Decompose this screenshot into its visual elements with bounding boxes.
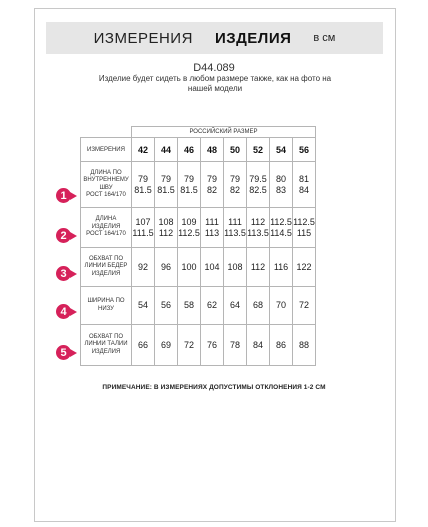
measurement-value: 96 — [160, 261, 171, 272]
measurement-value: 64 — [229, 300, 240, 310]
measurement-label-line: ДЛИНА ПО — [90, 169, 122, 176]
measurement-value: 100 — [181, 261, 197, 272]
measurement-label-line: ИЗДЕЛИЯ — [91, 223, 121, 230]
table-corner-cell — [81, 127, 132, 138]
measurement-value: 108 — [158, 216, 174, 227]
measurement-value-cell — [224, 248, 247, 287]
measurement-value-cell — [224, 287, 247, 325]
measurement-value: 82.5 — [249, 184, 267, 195]
measurement-value: 116 — [273, 261, 289, 272]
measurement-value: 108 — [227, 261, 243, 272]
size-column-header: 46 — [178, 138, 201, 162]
measurement-value: 82 — [229, 184, 240, 195]
size-column-header: 48 — [201, 138, 224, 162]
article-number: D44.089 — [193, 62, 235, 74]
measurement-value-cell — [132, 287, 155, 325]
measurement-label — [81, 248, 132, 287]
size-column-header: 54 — [270, 138, 293, 162]
measurement-value: 79.5 — [249, 173, 267, 184]
measurement-value-cell — [224, 325, 247, 366]
row-marker-badge: 5 — [56, 345, 71, 360]
measurement-value: 66 — [137, 339, 148, 350]
measurement-label-line: ШВУ — [99, 184, 113, 191]
measurement-value: 112.5 — [293, 216, 315, 227]
measurement-value: 81.5 — [134, 184, 152, 195]
measurement-label-line: ОБХВАТ ПО — [88, 255, 124, 262]
measurement-value-cell — [293, 325, 316, 366]
measurement-value: 54 — [137, 300, 148, 310]
measurement-value: 79 — [229, 173, 240, 184]
measurement-value-cell — [293, 287, 316, 325]
measurement-value: 76 — [206, 339, 217, 350]
measurement-label-line: ОБХВАТ ПО — [88, 333, 124, 340]
table-row — [81, 208, 316, 248]
measurement-value-cell — [270, 248, 293, 287]
measurement-value: 70 — [275, 300, 286, 310]
size-column-header: 50 — [224, 138, 247, 162]
measurement-value: 113 — [204, 227, 220, 238]
measurement-label-line: ИЗДЕЛИЯ — [91, 270, 121, 277]
measurement-value-cell — [270, 287, 293, 325]
fit-description — [60, 74, 370, 94]
table-row — [81, 162, 316, 208]
measurement-value-cell — [270, 325, 293, 366]
measurement-value: 112.5 — [178, 227, 200, 238]
table-row — [81, 287, 316, 325]
header-unit: в см — [313, 32, 336, 44]
row-marker-badge: 1 — [56, 188, 71, 203]
measurement-value: 122 — [296, 261, 312, 272]
header-banner — [46, 22, 383, 54]
table-row — [81, 325, 316, 366]
measurement-value-cell — [132, 208, 155, 248]
measurement-label — [81, 162, 132, 208]
measurement-value-cell — [224, 208, 247, 248]
measurement-value: 86 — [275, 339, 286, 350]
measurement-value: 78 — [229, 339, 240, 350]
measurement-label-line: ДЛИНА — [95, 216, 117, 223]
table-group-header-row — [81, 127, 316, 138]
size-column-header: 52 — [247, 138, 270, 162]
measurement-value: 83 — [275, 184, 286, 195]
measurement-value: 112.5 — [270, 216, 292, 227]
measurement-value-cell — [155, 325, 178, 366]
measurement-label-line: РОСТ 164/170 — [86, 192, 126, 198]
measurement-value-cell — [247, 162, 270, 208]
measurement-value: 81 — [298, 173, 309, 184]
measurement-value: 81.5 — [180, 184, 198, 195]
measurement-label-line: РОСТ 164/170 — [86, 231, 126, 238]
measurement-value: 84 — [252, 339, 263, 350]
measurement-value-cell — [201, 325, 224, 366]
measurement-value-cell — [224, 162, 247, 208]
measurement-value-cell — [247, 287, 270, 325]
fit-description-line: Изделие будет сидеть в любом размере также, как на фото на — [98, 74, 332, 83]
table-row — [81, 248, 316, 287]
measurement-value-cell — [270, 208, 293, 248]
measurement-value: 115 — [296, 227, 312, 238]
measurement-value: 82 — [206, 184, 217, 195]
measurement-value: 72 — [298, 300, 309, 310]
measurement-value: 58 — [183, 300, 194, 310]
size-table — [80, 126, 316, 366]
measurement-label — [81, 208, 132, 248]
measurement-value: 107 — [135, 216, 151, 227]
measurement-value-cell — [132, 162, 155, 208]
measurement-value: 80 — [275, 173, 286, 184]
row-marker-badge: 3 — [56, 266, 71, 281]
measurement-label-line: ВНУТРЕННЕМУ — [83, 177, 129, 183]
measurement-value-cell — [155, 162, 178, 208]
measurement-value: 92 — [137, 261, 148, 272]
measurement-value: 69 — [160, 339, 171, 350]
measurement-value-cell — [178, 208, 201, 248]
measurement-value: 88 — [298, 339, 309, 350]
measurement-value-cell — [247, 208, 270, 248]
header-title-product: ИЗДЕЛИЯ — [214, 29, 292, 47]
size-column-header: 56 — [293, 138, 316, 162]
measurement-label-line: ЛИНИИ БЕДЕР — [84, 263, 128, 270]
row-marker-badge: 4 — [56, 304, 71, 319]
measurement-value: 114.5 — [270, 227, 292, 238]
measurement-value-cell — [293, 248, 316, 287]
measurement-label-line: ШИРИНА ПО — [87, 298, 125, 304]
measurement-value: 111 — [205, 216, 219, 227]
measurement-label-line: ИЗДЕЛИЯ — [91, 348, 121, 355]
measurement-value: 112 — [158, 227, 174, 238]
measurement-value: 72 — [183, 339, 194, 350]
measurement-value-cell — [293, 162, 316, 208]
measurement-value: 111 — [228, 216, 242, 227]
measurement-value-cell — [155, 287, 178, 325]
measurement-value: 109 — [181, 216, 197, 227]
measurement-value: 111.5 — [132, 227, 154, 238]
measurement-label-line: НИЗУ — [97, 305, 114, 312]
measurement-value: 56 — [160, 300, 171, 310]
measurement-value-cell — [201, 248, 224, 287]
measurement-value-cell — [178, 325, 201, 366]
measurement-value: 112 — [250, 261, 266, 272]
measurement-value: 79 — [137, 173, 148, 184]
measurement-value-cell — [293, 208, 316, 248]
header-title-measurements: ИЗМЕРЕНИЯ — [93, 29, 193, 47]
measurement-value-cell — [178, 248, 201, 287]
size-column-header: 44 — [155, 138, 178, 162]
measurement-value: 112 — [250, 216, 266, 227]
measurement-label-line: ЛИНИИ ТАЛИИ — [84, 341, 128, 348]
measurement-value: 84 — [298, 184, 309, 195]
measurement-value-cell — [178, 162, 201, 208]
measurement-value-cell — [201, 208, 224, 248]
measurement-value-cell — [201, 162, 224, 208]
measurement-value-cell — [247, 325, 270, 366]
row-marker-badge: 2 — [56, 228, 71, 243]
measurement-value: 104 — [204, 261, 220, 272]
measurement-value: 113.5 — [224, 227, 246, 238]
measurement-value: 79 — [160, 173, 171, 184]
table-group-label: РОССИЙСКИЙ РАЗМЕР — [132, 127, 316, 138]
measurement-label — [81, 325, 132, 366]
measurement-value-cell — [155, 208, 178, 248]
fit-description-line: нашей модели — [187, 84, 243, 93]
measurement-value-cell — [270, 162, 293, 208]
measurement-value-cell — [132, 248, 155, 287]
measurement-label — [81, 287, 132, 325]
measurement-value: 62 — [206, 300, 217, 310]
measurement-value: 113.5 — [247, 227, 269, 238]
measurement-value-cell — [155, 248, 178, 287]
tolerance-note: ПРИМЕЧАНИЕ: В ИЗМЕРЕНИЯХ ДОПУСТИМЫ ОТКЛОНЕНИЯ 1-2 СМ — [102, 384, 326, 391]
table-size-header-row — [81, 138, 316, 162]
table-measure-header: ИЗМЕРЕНИЯ — [81, 138, 132, 162]
measurement-value: 81.5 — [157, 184, 175, 195]
measurement-value: 79 — [206, 173, 217, 184]
measurement-value-cell — [132, 325, 155, 366]
measurement-value-cell — [178, 287, 201, 325]
measurement-value: 79 — [183, 173, 194, 184]
size-column-header: 42 — [132, 138, 155, 162]
measurement-value-cell — [201, 287, 224, 325]
measurement-value-cell — [247, 248, 270, 287]
measurement-value: 68 — [252, 300, 263, 310]
